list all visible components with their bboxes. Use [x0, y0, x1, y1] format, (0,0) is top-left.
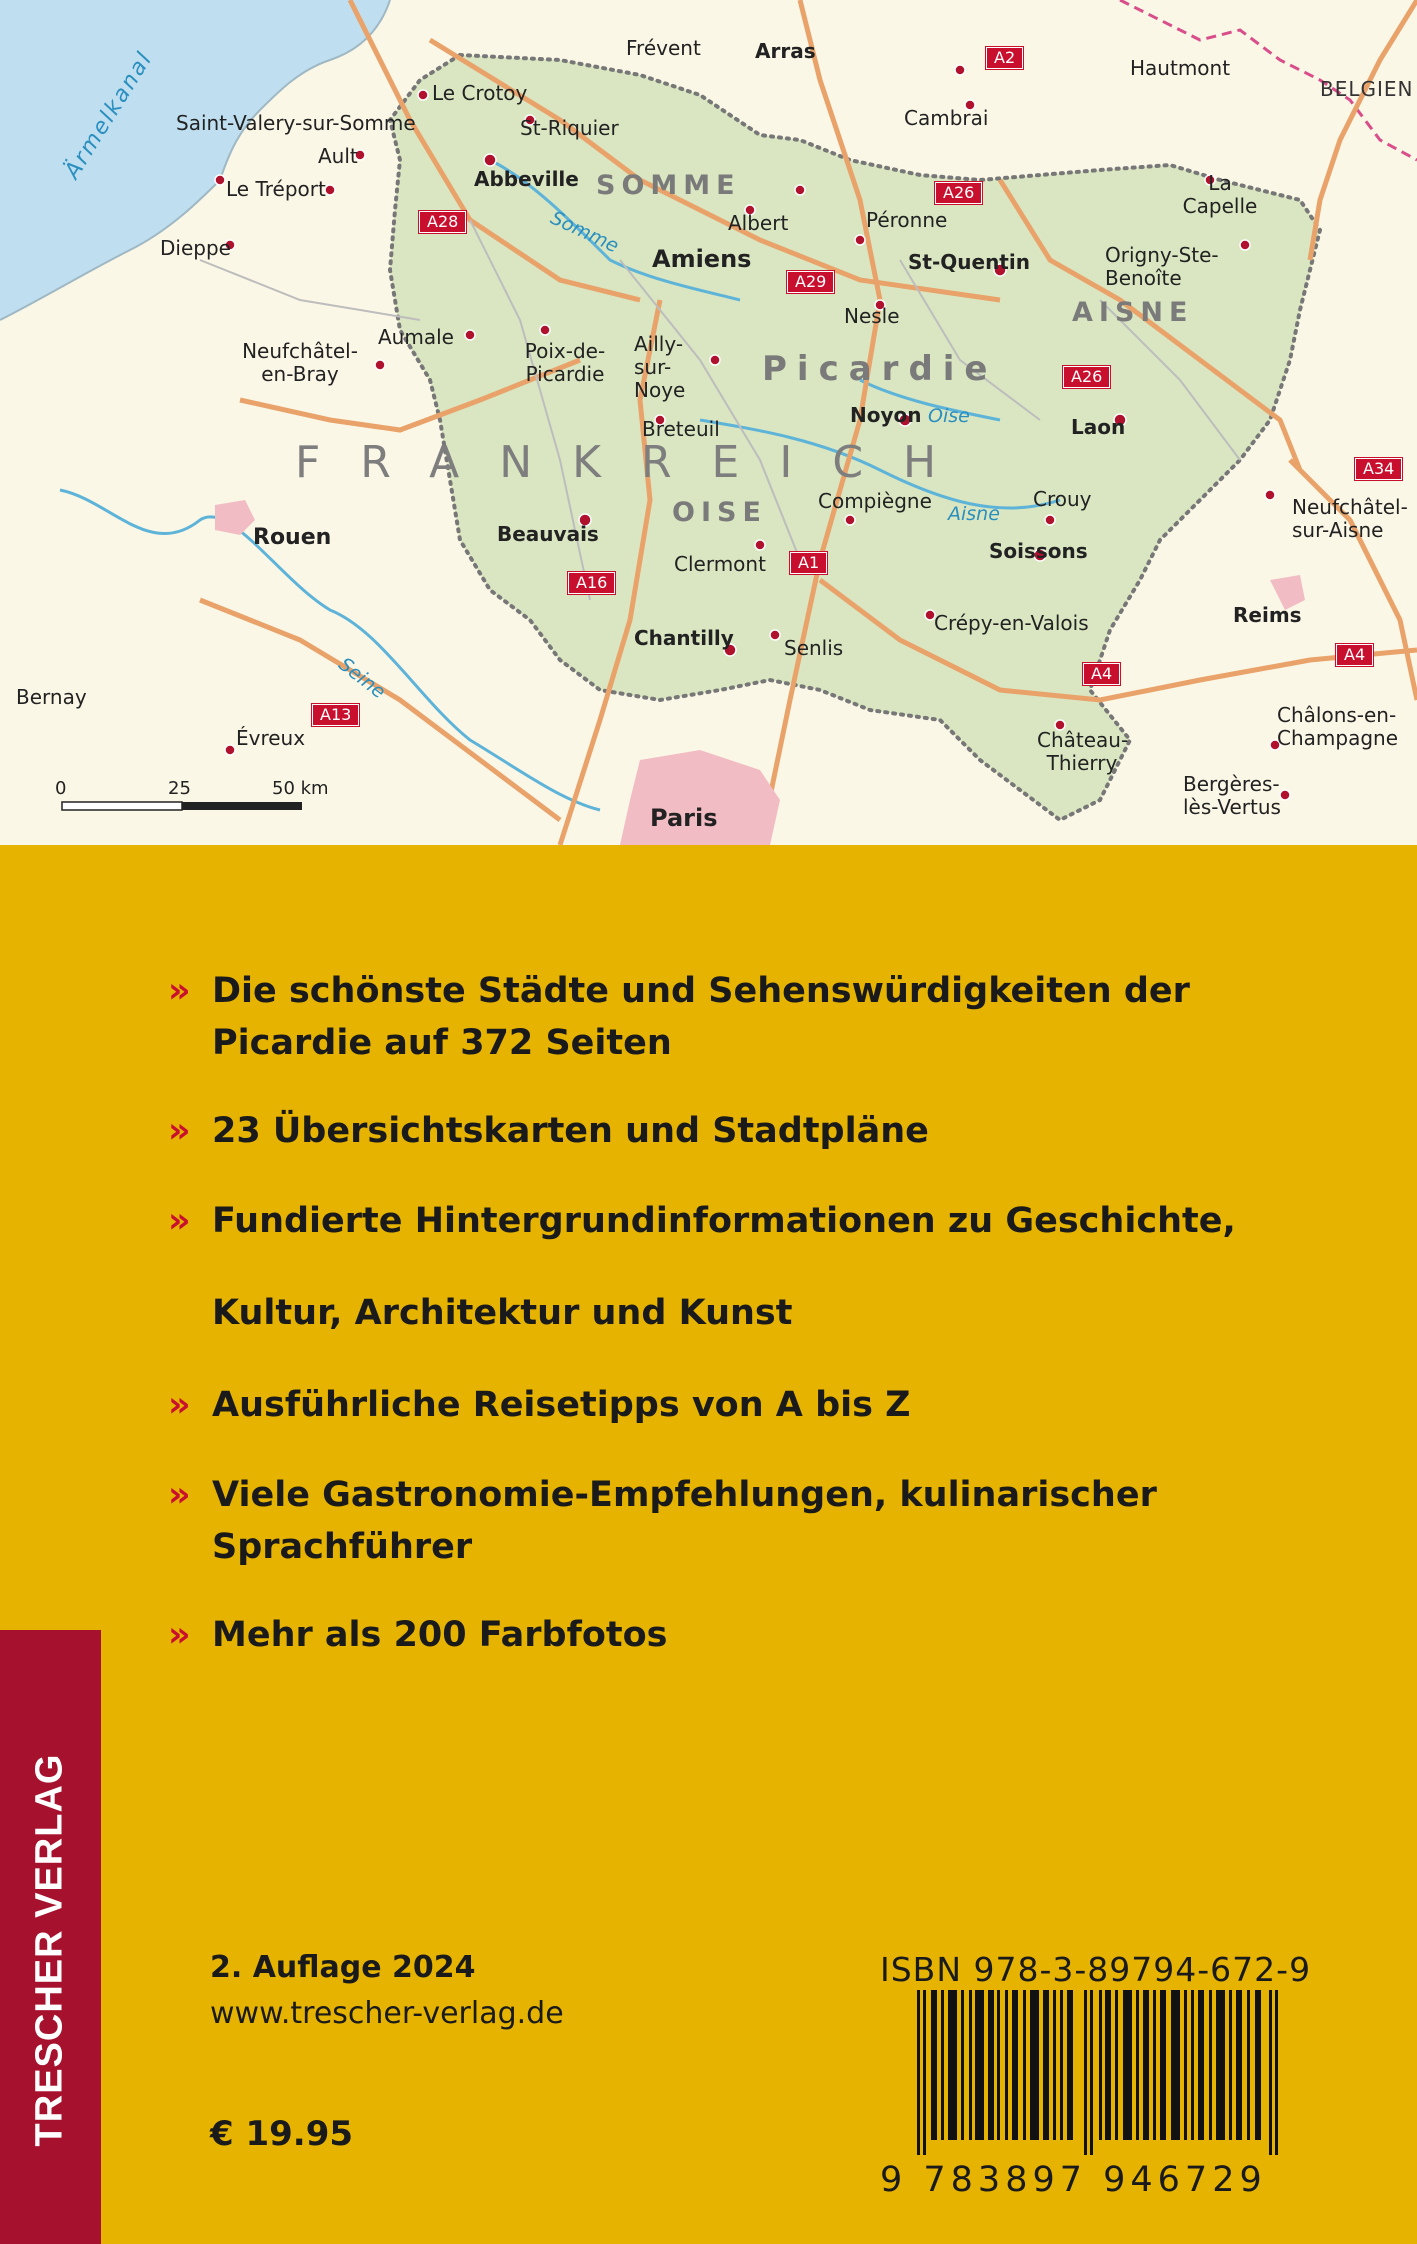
- road-shield-a26-south: A26: [1063, 366, 1110, 388]
- feature-text: Fundierte Hintergrundinformationen zu Geschichte,: [212, 1201, 1236, 1241]
- city-beauvais: Beauvais: [497, 522, 599, 546]
- label-river-oise: Oise: [928, 405, 970, 427]
- city-dieppe: Dieppe: [160, 236, 231, 260]
- edition-text: 2. Auflage 2024: [210, 1950, 476, 1985]
- city-st-quentin: St-Quentin: [908, 250, 1030, 274]
- feature-text: Ausführliche Reisetipps von A bis Z: [212, 1385, 911, 1425]
- feature-text: Mehr als 200 Farbfotos: [212, 1615, 668, 1655]
- city-bergeres: Bergères-lès-Vertus: [1183, 772, 1281, 819]
- label-aisne-region: AISNE: [1072, 297, 1194, 328]
- price: € 19.95: [210, 2114, 354, 2154]
- city-neufchatel-sur-aisne: Neufchâtel-sur-Aisne: [1292, 495, 1408, 542]
- scale-label-50km: 50 km: [272, 778, 329, 799]
- bullet-marker: »: [168, 1201, 191, 1241]
- label-oise-region: OISE: [672, 497, 767, 528]
- city-frevent: Frévent: [626, 36, 701, 60]
- city-le-treport: Le Tréport: [226, 177, 326, 201]
- city-aumale: Aumale: [378, 325, 454, 349]
- feature-list: [168, 965, 1268, 1661]
- bullet-marker: »: [168, 1111, 191, 1151]
- city-crouy: Crouy: [1033, 487, 1092, 511]
- city-albert: Albert: [728, 211, 789, 235]
- city-abbeville: Abbeville: [474, 167, 579, 191]
- city-ault: Ault: [318, 144, 358, 168]
- label-frankreich: FRANKREICH: [295, 437, 977, 488]
- city-clermont: Clermont: [674, 552, 766, 576]
- city-noyon: Noyon: [850, 403, 922, 427]
- city-nesle: Nesle: [844, 304, 900, 328]
- label-picardie: Picardie: [762, 349, 998, 389]
- city-ailly-sur-noye: Ailly-sur-Noye: [634, 332, 686, 402]
- city-st-riquier: St-Riquier: [520, 116, 619, 140]
- road-shield-a1: A1: [790, 552, 827, 574]
- label-river-somme: Somme: [547, 206, 623, 258]
- city-poix-de-picardie: Poix-de-Picardie: [524, 339, 606, 386]
- scale-label-25: 25: [168, 778, 191, 799]
- city-chalons: Châlons-en-Champagne: [1277, 703, 1399, 750]
- city-arras: Arras: [755, 39, 816, 63]
- city-le-crotoy: Le Crotoy: [432, 81, 528, 105]
- bullet-marker: »: [168, 1615, 191, 1655]
- feature-text: Die schönste Städte und Sehenswürdigkeiten der Picardie auf 372 Seiten: [212, 971, 1190, 1063]
- city-crepy-en-valois: Crépy-en-Valois: [934, 611, 1089, 635]
- city-soissons: Soissons: [989, 539, 1088, 563]
- scale-label-0: 0: [55, 778, 67, 799]
- bullet-marker: »: [168, 1475, 191, 1515]
- road-shield-a28: A28: [419, 211, 466, 233]
- map-of-picardie: [0, 0, 1417, 845]
- city-amiens: Amiens: [652, 245, 752, 273]
- label-channel: Ärmelkanal: [60, 47, 159, 184]
- road-shield-a16: A16: [568, 572, 615, 594]
- city-reims: Reims: [1233, 603, 1302, 627]
- road-shield-a4-west: A4: [1083, 663, 1120, 685]
- road-shield-a34: A34: [1355, 458, 1402, 480]
- isbn-text: ISBN 978-3-89794-672-9: [880, 1950, 1312, 1989]
- city-cambrai: Cambrai: [904, 106, 989, 130]
- feature-text: 23 Übersichtskarten und Stadtpläne: [212, 1111, 929, 1151]
- bullet-marker: »: [168, 971, 191, 1011]
- feature-item: [168, 1105, 1268, 1157]
- road-shield-a4-east: A4: [1336, 644, 1373, 666]
- city-bernay: Bernay: [16, 685, 87, 709]
- feature-item: [168, 1609, 1268, 1661]
- city-chateau-thierry: Château-Thierry: [1037, 728, 1129, 775]
- label-river-seine: Seine: [334, 653, 390, 704]
- city-compiegne: Compiègne: [818, 489, 932, 513]
- feature-item-continued: [168, 1287, 1268, 1339]
- ean-digits: 9 783897 946729: [880, 2160, 1267, 2200]
- feature-text: Kultur, Architektur und Kunst: [212, 1293, 793, 1333]
- website-link[interactable]: www.trescher-verlag.de: [210, 1996, 564, 2031]
- city-senlis: Senlis: [784, 636, 844, 660]
- city-neufchatel-en-bray: Neufchâtel-en-Bray: [242, 339, 358, 386]
- publisher-name: TRESCHER VERLAG: [28, 1753, 71, 2147]
- feature-item: [168, 965, 1268, 1069]
- city-breteuil: Breteuil: [642, 417, 720, 441]
- label-belgien: BELGIEN: [1320, 77, 1414, 101]
- city-hautmont: Hautmont: [1130, 56, 1231, 80]
- road-shield-a26-north: A26: [935, 182, 982, 204]
- road-shield-a13: A13: [312, 704, 359, 726]
- city-la-capelle: La Capelle: [1182, 171, 1258, 218]
- feature-item: [168, 1469, 1192, 1573]
- feature-text: Viele Gastronomie-Empfehlungen, kulinarischer Sprachführer: [212, 1475, 1157, 1567]
- barcode: [917, 1990, 1281, 2155]
- feature-item: [168, 1195, 1268, 1247]
- city-chantilly: Chantilly: [634, 626, 734, 650]
- city-peronne: Péronne: [866, 208, 948, 232]
- city-saint-valery: Saint-Valery-sur-Somme: [176, 111, 416, 135]
- city-evreux: Évreux: [236, 726, 306, 750]
- city-laon: Laon: [1071, 415, 1126, 439]
- label-somme-region: SOMME: [596, 170, 741, 201]
- city-paris: Paris: [650, 804, 718, 832]
- road-shield-a29: A29: [787, 271, 834, 293]
- label-river-aisne: Aisne: [948, 503, 1000, 525]
- bullet-marker: »: [168, 1385, 191, 1425]
- road-shield-a2: A2: [986, 47, 1023, 69]
- feature-item: [168, 1379, 1268, 1431]
- city-rouen: Rouen: [253, 525, 332, 550]
- city-origny: Origny-Ste-Benoîte: [1105, 243, 1219, 290]
